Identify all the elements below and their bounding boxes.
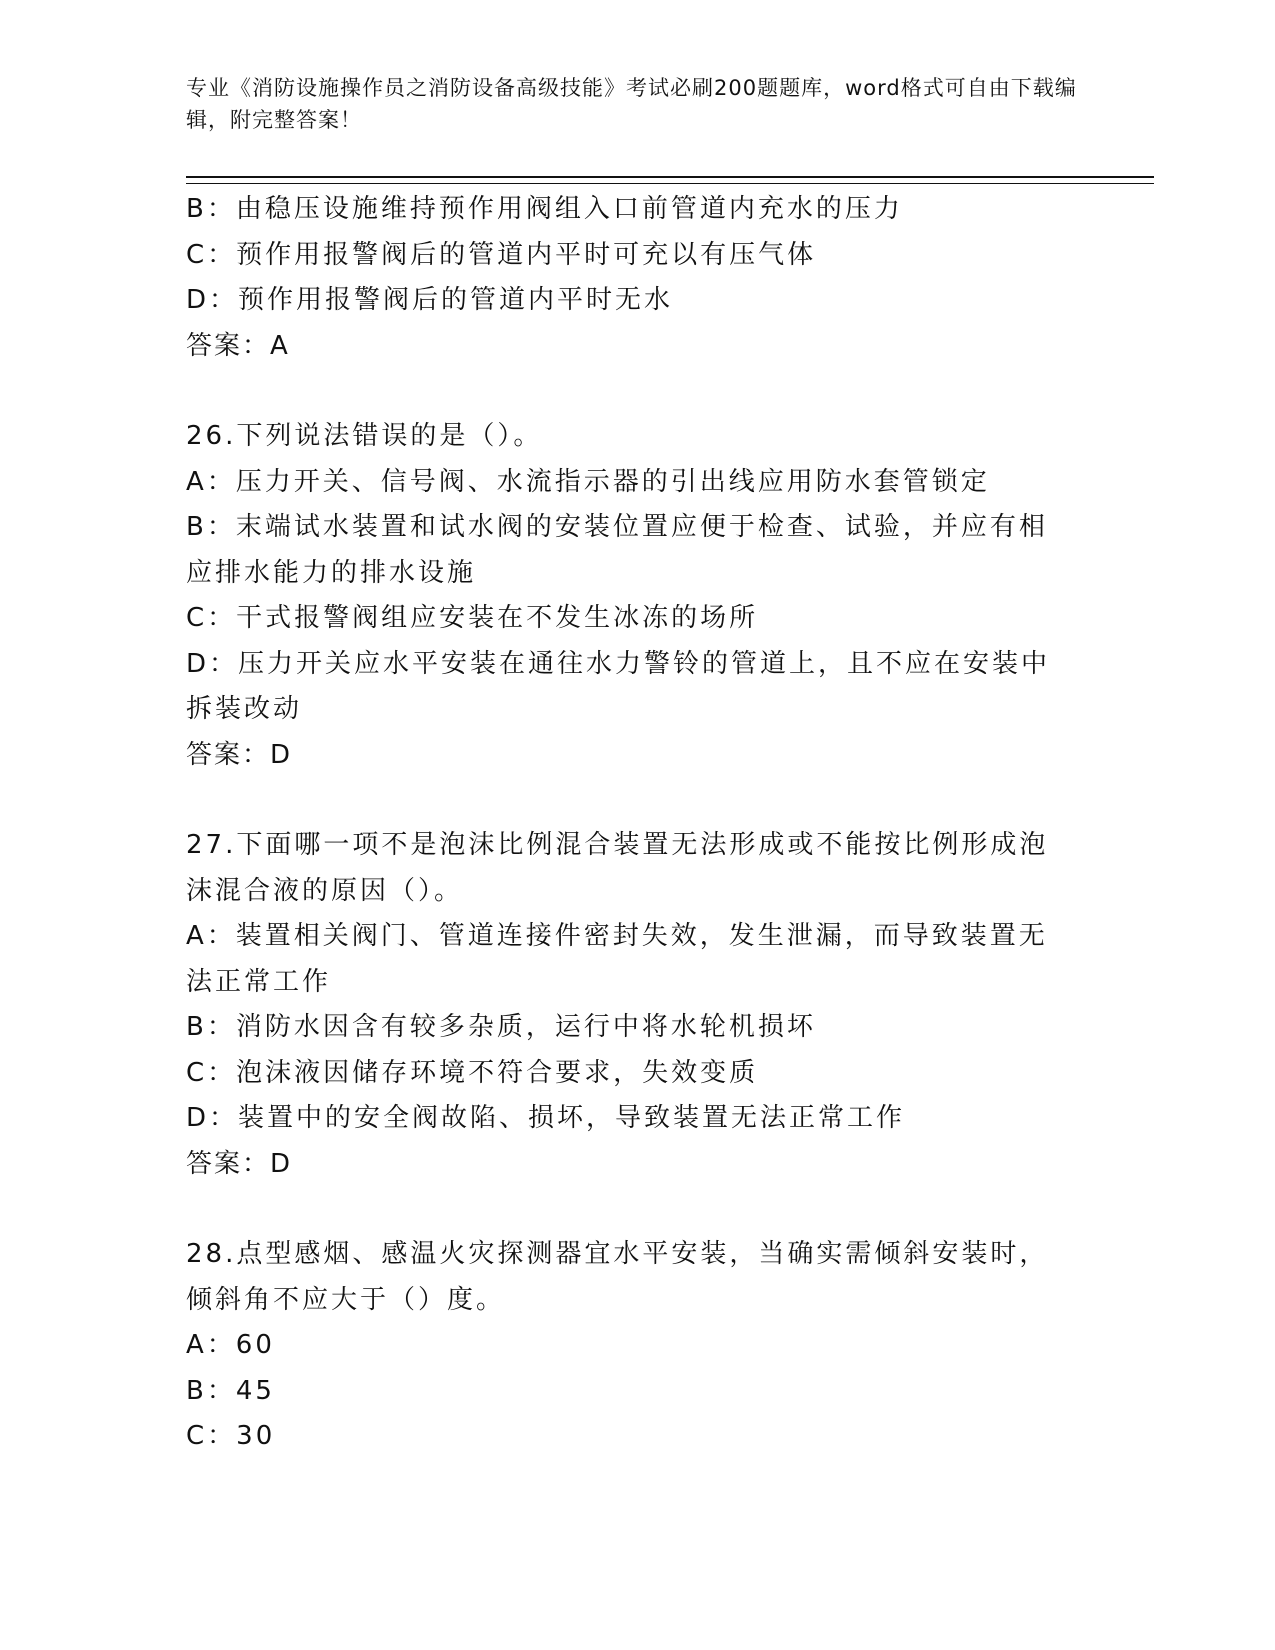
answer: 答案：D	[186, 739, 293, 770]
spacer	[186, 369, 1076, 414]
previous-question-tail	[186, 187, 1076, 369]
question-28	[186, 1232, 1076, 1460]
option-a: A：装置相关阀门、管道连接件密封失效，发生泄漏，而导致装置无法正常工作	[186, 921, 1048, 997]
option-b: B：消防水因含有较多杂质，运行中将水轮机损坏	[186, 1012, 816, 1042]
option-c: C：30	[186, 1421, 276, 1451]
question-stem: 28.点型感烟、感温火灾探测器宜水平安装，当确实需倾斜安装时，倾斜角不应大于（）度。	[186, 1239, 1049, 1315]
option-c: C：干式报警阀组应安装在不发生冰冻的场所	[186, 603, 759, 633]
header-rule-thin	[186, 183, 1154, 184]
option-d: D：预作用报警阀后的管道内平时无水	[186, 285, 674, 315]
spacer	[186, 778, 1076, 823]
question-27	[186, 823, 1076, 1187]
question-list	[186, 187, 1076, 1460]
option-a: A：压力开关、信号阀、水流指示器的引出线应用防水套管锁定	[186, 466, 990, 497]
option-b: B：由稳压设施维持预作用阀组入口前管道内充水的压力	[186, 194, 903, 224]
question-26	[186, 414, 1076, 778]
spacer	[186, 1187, 1076, 1232]
option-a: A：60	[186, 1330, 275, 1360]
option-c: C：泡沫液因储存环境不符合要求，失效变质	[186, 1057, 759, 1088]
document-header: 专业《消防设施操作员之消防设备高级技能》考试必刷200题题库，word格式可自由下载编辑，附完整答案！	[186, 76, 1077, 132]
question-stem: 27.下面哪一项不是泡沫比例混合装置无法形成或不能按比例形成泡沫混合液的原因（）。	[186, 830, 1049, 906]
option-d: D：压力开关应水平安装在通往水力警铃的管道上，且不应在安装中拆装改动	[186, 648, 1051, 724]
answer: 答案：A	[186, 330, 290, 361]
option-b: B：末端试水装置和试水阀的安装位置应便于检查、试验，并应有相应排水能力的排水设施	[186, 512, 1048, 588]
question-stem: 26.下列说法错误的是（）。	[186, 421, 543, 451]
option-d: D：装置中的安全阀故陷、损坏，导致装置无法正常工作	[186, 1103, 906, 1133]
header-rule-thick	[186, 176, 1154, 178]
option-b: B：45	[186, 1375, 275, 1406]
option-c: C：预作用报警阀后的管道内平时可充以有压气体	[186, 239, 817, 270]
answer: 答案：D	[186, 1148, 293, 1179]
